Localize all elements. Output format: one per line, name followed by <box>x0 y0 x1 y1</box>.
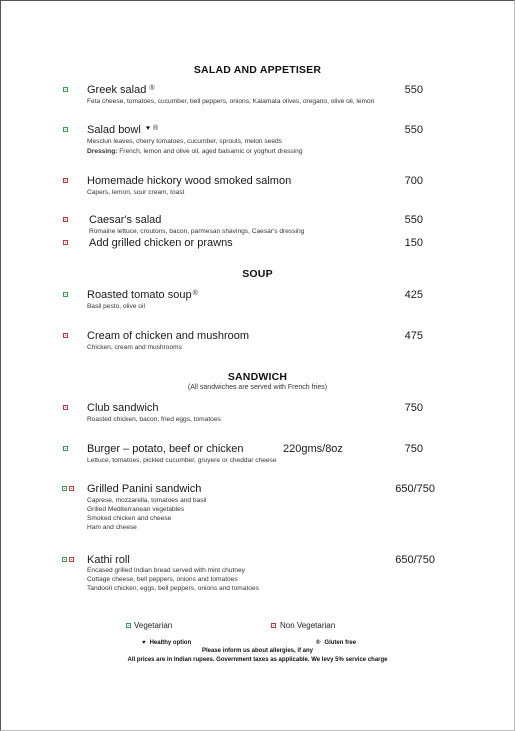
item-name-chicken-soup: Cream of chicken and mushroom <box>87 330 250 342</box>
item-name-kathi-roll: Kathi roll <box>87 554 130 566</box>
gluten-free-icon: ® <box>149 85 155 92</box>
healthy-heart-icon: ♥ <box>145 125 150 132</box>
item-price-salad-bowl: 550 <box>404 124 423 136</box>
nonveg-marker-icon <box>69 557 74 562</box>
section-note-sandwich: (All sandwiches are served with French fries) <box>187 384 328 391</box>
nonveg-marker-icon <box>63 333 68 338</box>
gluten-free-icon: ® <box>192 290 198 297</box>
healthy-heart-icon: ♥ <box>142 640 146 646</box>
item-desc-tomato-soup: Basil pesto, olive oil <box>87 303 145 310</box>
nonveg-marker-icon <box>63 178 68 183</box>
item-desc-chicken-soup: Chicken, cream and mushrooms <box>87 344 182 351</box>
item-price-greek-salad: 550 <box>404 84 423 96</box>
item-desc-greek-salad: Feta cheese, tomatoes, cucumber, bell peppers, onions, Kalamata olives, oregano, olive oil, lemon <box>87 98 375 105</box>
section-title-soup: SOUP <box>242 268 273 280</box>
item-desc-panini-3: Smoked chicken and cheese <box>87 515 172 522</box>
legend-vegetarian: Vegetarian <box>134 621 173 630</box>
item-desc-kathi-3: Tandoori chicken, eggs, bell peppers, onions and tomatoes <box>87 585 259 592</box>
veg-marker-icon <box>63 127 68 132</box>
gluten-free-icon: ® <box>316 640 321 646</box>
item-price-club-sandwich: 750 <box>404 402 423 414</box>
price-note: All prices are in Indian rupees. Government taxes as applicable. We levy 5% service charge <box>127 657 388 663</box>
veg-marker-icon <box>63 446 68 451</box>
item-desc-kathi-1: Encased grilled Indian bread served with mint chutney <box>87 567 245 574</box>
item-desc-panini-2: Grilled Mediterranean vegetables <box>87 506 185 513</box>
item-price-addon: 150 <box>404 237 423 249</box>
legend-non-vegetarian: Non Vegetarian <box>280 621 336 630</box>
section-title-sandwich: SANDWICH <box>227 371 288 383</box>
item-price-tomato-soup: 425 <box>404 289 423 301</box>
nonveg-marker-icon <box>63 240 68 245</box>
item-desc-burger: Lettuce, tomatoes, pickled cucumber, gruyere or cheddar cheese <box>87 457 277 464</box>
veg-legend-icon <box>126 623 131 628</box>
item-desc-caesar-salad: Romaine lettuce, croutons, bacon, parmesan shavings, Caesar's dressing <box>89 228 305 235</box>
item-name-club-sandwich: Club sandwich <box>87 402 159 414</box>
item-desc-panini-1: Caprese, mozzarella, tomatoes and basil <box>87 497 207 504</box>
item-price-chicken-soup: 475 <box>404 330 423 342</box>
item-dressing-salad-bowl: Dressing: French, lemon and olive oil, aged balsamic or yoghurt dressing <box>87 148 303 155</box>
nonveg-marker-icon <box>69 486 74 491</box>
item-name-tomato-soup: Roasted tomato soup® <box>87 289 198 301</box>
item-name-caesar-salad: Caesar's salad <box>89 214 162 226</box>
item-price-kathi-roll: 650/750 <box>395 554 435 566</box>
item-name-panini: Grilled Panini sandwich <box>87 483 202 495</box>
item-desc-panini-4: Ham and cheese <box>87 524 137 531</box>
item-desc-salad-bowl: Mesclun leaves, cherry tomatoes, cucumber, sprouts, melon seeds <box>87 138 282 145</box>
veg-marker-icon <box>63 87 68 92</box>
legend-healthy: ♥ Healthy option <box>142 640 192 646</box>
veg-marker-icon <box>63 292 68 297</box>
item-desc-kathi-2: Cottage cheese, bell peppers, onions and tomatoes <box>87 576 238 583</box>
item-price-smoked-salmon: 700 <box>404 175 423 187</box>
item-name-salad-bowl: Salad bowl ♥ ® <box>87 124 159 136</box>
nonveg-marker-icon <box>63 405 68 410</box>
nonveg-legend-icon <box>271 623 276 628</box>
item-desc-club-sandwich: Roasted chicken, bacon, fried eggs, tomatoes <box>87 416 221 423</box>
allergy-note: Please inform us about allergies, if any <box>201 648 314 654</box>
legend-gluten-free: ® Gluten free <box>316 640 357 646</box>
nonveg-marker-icon <box>63 217 68 222</box>
item-name-burger: Burger – potato, beef or chicken <box>87 443 244 455</box>
item-price-panini: 650/750 <box>395 483 435 495</box>
item-desc-smoked-salmon: Capers, lemon, sour cream, toast <box>87 189 185 196</box>
veg-marker-icon <box>62 486 67 491</box>
item-price-caesar-salad: 550 <box>404 214 423 226</box>
item-name-smoked-salmon: Homemade hickory wood smoked salmon <box>87 175 292 187</box>
item-price-burger: 750 <box>404 443 423 455</box>
item-name-greek-salad: Greek salad ® <box>87 84 155 96</box>
gluten-free-icon: ® <box>152 125 159 132</box>
veg-marker-icon <box>62 557 67 562</box>
item-weight-burger: 220gms/8oz <box>283 443 343 455</box>
item-name-addon: Add grilled chicken or prawns <box>89 237 233 249</box>
section-title-salad: SALAD AND APPETISER <box>193 64 322 76</box>
